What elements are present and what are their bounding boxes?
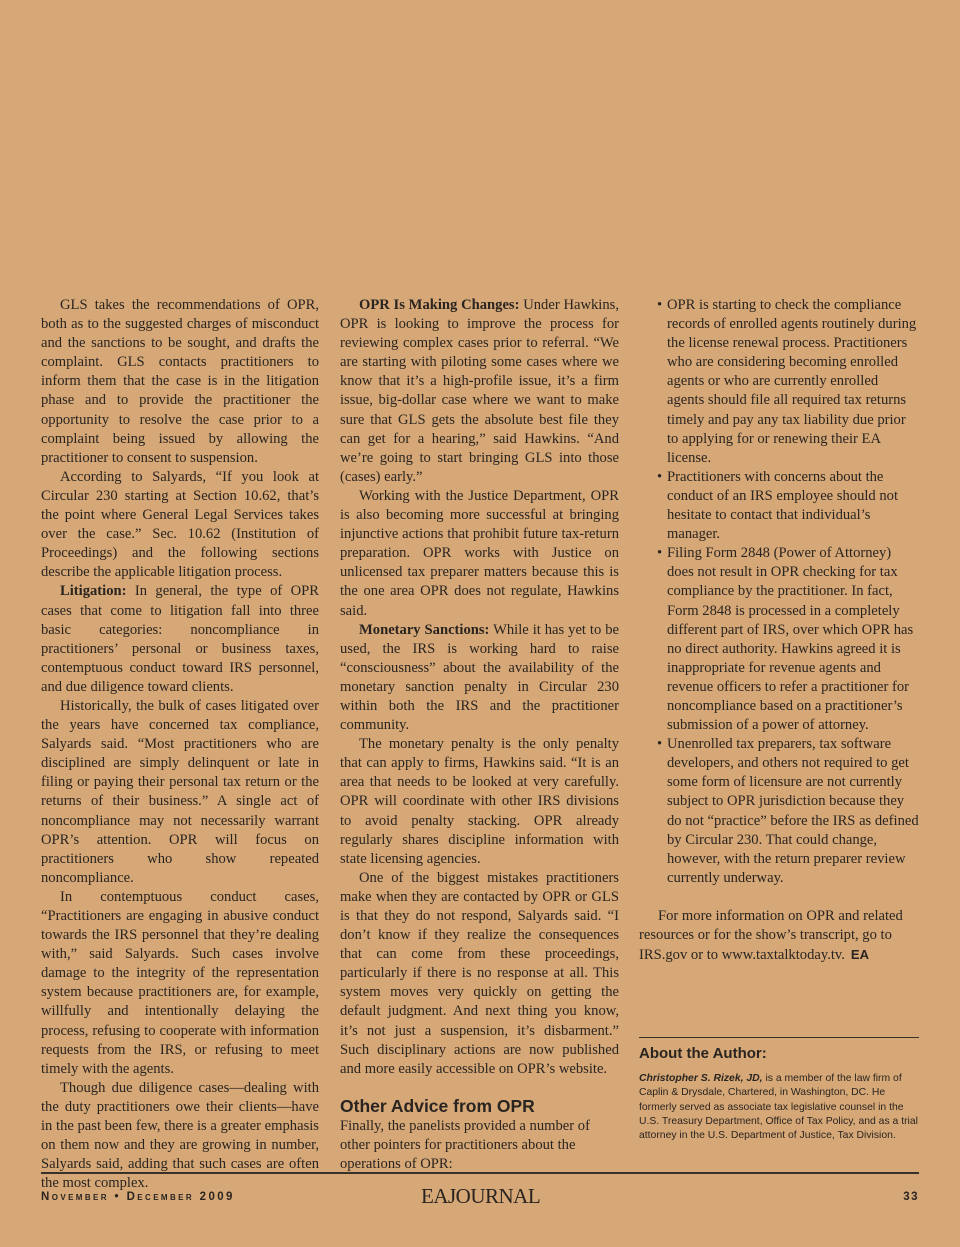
bullet-icon: • [657,736,663,753]
bullet-icon: • [657,297,663,313]
footer-divider [41,1172,919,1174]
author-bio: Christopher S. Rizek, JD, is a member of the law firm of Caplin & Drysdale, Chartered, in Washington, DC. He formerly served as associate tax legislative counsel in the U.S. Treasury Department, Office of Tax Policy, and as a trial attorney in the U.S. Department of Justice, Tax Division. [639,1073,918,1142]
col1-para-4: Historically, the bulk of cases litigated over the years have concerned tax compliance, Salyards said. “Most practitioners who are disciplined are simply delinquent or late in filing or paying their personal tax return or the returns of their business.” A single act of noncompliance may not necessarily warrant OPR’s attention. OPR will focus on practitioners who show repeated noncompliance. [41,697,319,886]
subheading-other-advice: Other Advice from OPR [340,1095,535,1116]
page-footer [41,1186,919,1212]
author-name: Christopher S. Rizek, JD, [639,1073,763,1085]
col1-para-3: Litigation: In general, the type of OPR cases that come to litigation fall into three basic categories: noncompliance in practitioners’ personal or business taxes, contemptuous conduct toward IRS personnel, and due diligence toward clients. [41,583,319,695]
col2-para-2: Working with the Justice Department, OPR is also becoming more successful at bringing injunctive actions that prohibit future tax-return preparation. OPR works with Justice on unlicensed tax preparer matters because this is the one area OPR does not regulate, Hawkins said. [340,487,619,619]
end-mark: EA [850,947,869,963]
more-info-para: For more information on OPR and related resources or for the show’s transcript, go to IRS.gov or to www.taxtalktoday.tv. EA [639,907,903,964]
col2-para-4: The monetary penalty is the only penalty that can apply to firms, Hawkins said. “It is an area that needs to be looked at very carefully. OPR will coordinate with other IRS divisions to avoid penalty stacking. OPR already regularly shares discipline information with state licensing agencies. [340,736,619,867]
page-number: 33 [903,1191,919,1203]
column-3 [639,296,919,1144]
list-item: • Filing Form 2848 (Power of Attorney) does not result in OPR checking for tax compliance by the practitioner. In fact, Form 2848 is processed in a completely different part of IRS, over which OPR has no direct authority. Hawkins agreed it is inappropriate for revenue agents and revenue officers to refer a practitioner for noncompliance based on a practitioner’s submission of a power of attorney. [657,545,914,734]
list-item: • Practitioners with concerns about the conduct of an IRS employee should not hesitate to contact that individual’s manager. [657,468,899,543]
run-in-heading-opr-changes: OPR Is Making Changes: [359,297,520,313]
col1-para-5: In contemptuous conduct cases, “Practitioners are engaging in abusive conduct towards the IRS personnel that they’re dealing with,” said Salyards. Such cases involve damage to the integrity of the representation system because practitioners are, for example, willfully and intentionally delaying the process, refusing to cooperate with information requests from the IRS, or refusing to meet timely with the agents. [41,888,319,1077]
col1-para-2: According to Salyards, “If you look at Circular 230 starting at Section 10.62, that’s the point where General Legal Services takes over the case.” Sec. 10.62 (Institution of Proceedings) and the following sections describe the applicable litigation process. [41,468,319,581]
list-item: • Unenrolled tax preparers, tax software developers, and others not required to get some form of licensure are not currently subject to OPR jurisdiction because they do not “practice” before the IRS as defined by Circular 230. That could change, however, with the return preparer review currently underway. [657,736,919,886]
run-in-heading-litigation: Litigation: [60,583,127,600]
col1-para-1: GLS takes the recommendations of OPR, both as to the suggested charges of misconduct and the sanctions to be sought, and drafts the complaint. GLS contacts practitioners to inform them that the case is in the litigation phase and to provide the practitioner the opportunity to resolve the case prior to a complaint being issued by allowing the practitioner to consent to suspension. [41,297,319,466]
column-1 [41,296,319,1193]
bullet-icon: • [657,545,663,562]
list-item: • OPR is starting to check the compliance records of enrolled agents routinely during the license renewal process. Practitioners who are considering becoming enrolled agents or who are currently enrolled agents should file all required tax returns timely and pay any tax liability due prior to applying for or renewing their EA license. [657,297,917,466]
author-heading: About the Author: [639,1045,767,1063]
journal-logo: EAJOURNAL [421,1184,541,1208]
advice-list [639,296,919,888]
author-divider [639,1037,919,1038]
col1-para-6: Though due diligence cases—dealing with the duty practitioners owe their clients—have in the past been few, there is a greater emphasis on them now and they are growing in number, Salyards said, adding that such cases are often the most complex. [41,1079,319,1192]
bullet-icon: • [657,468,663,485]
run-in-heading-monetary-sanctions: Monetary Sanctions: [359,621,490,638]
col2-para-3: Monetary Sanctions: While it has yet to be used, the IRS is working hard to raise “consciousness” about the availability of the monetary sanction penalty in Circular 230 within both the IRS and the practitioner community. [340,621,619,734]
issue-date: November • December 2009 [41,1191,235,1203]
col2-closing-para: Finally, the panelists provided a number of other pointers for practitioners about the operations of OPR: [340,1117,590,1173]
col2-para-5: One of the biggest mistakes practitioners make when they are contacted by OPR or GLS is that they do not respond, Salyards said. “I don’t know if they realize the consequences that can come from these proceedings, particularly if there is no response at all. This system moves very quickly on getting the default judgment. And next thing you know, it’s not just a suspension, it’s disbarment.” Such disciplinary actions are now published and more easily accessible on OPR’s website. [340,869,619,1077]
column-2 [340,296,619,1174]
col2-para-1: OPR Is Making Changes: Under Hawkins, OPR is looking to improve the process for reviewing complex cases prior to referral. “We are starting with piloting some cases where we know that it’s a high-profile issue, it’s a firm issue, big-dollar case where we want to make sure that GLS gets the absolute best file they can get for a hearing,” said Hawkins. “And we’re going to start bringing GLS into those (cases) early.” [340,297,619,485]
